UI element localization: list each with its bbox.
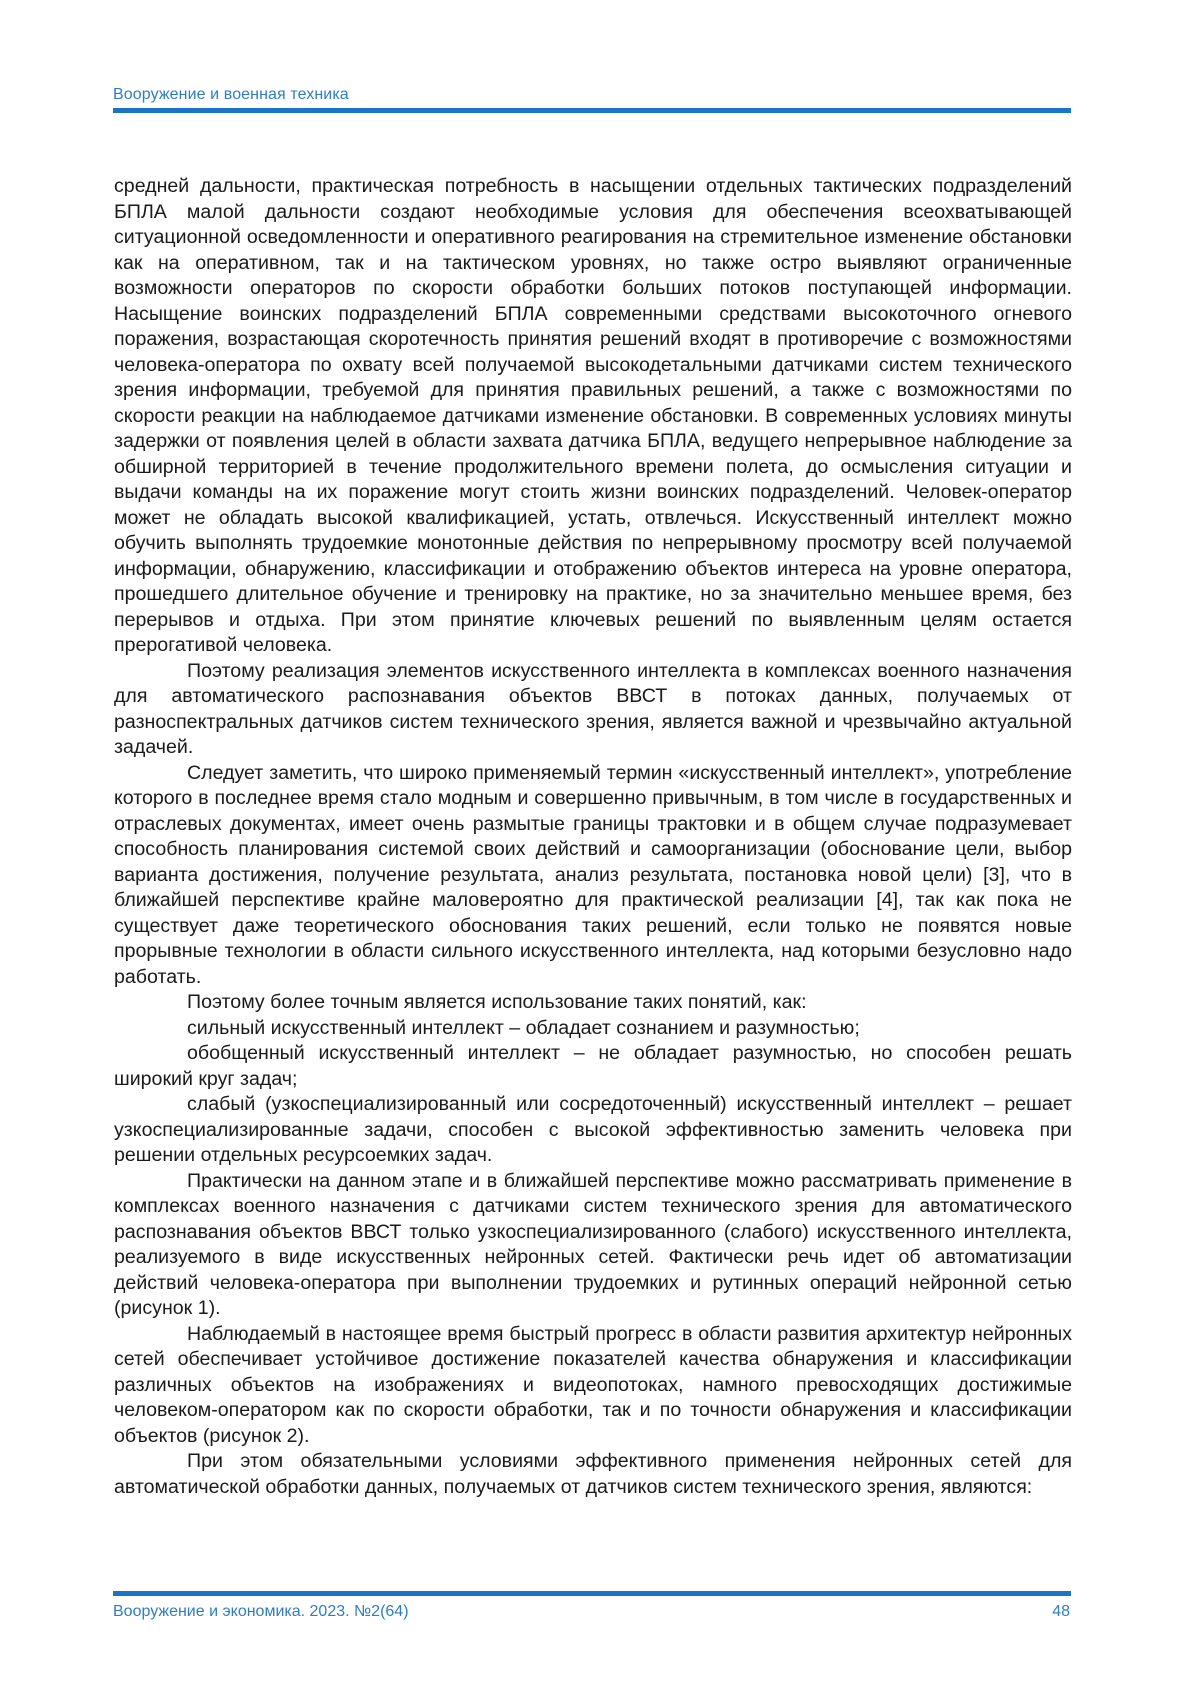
paragraph: Практически на данном этапе и в ближайшей перспективе можно рассматривать применение в комплексах военного назначения с датчиками систем технического зрения для автоматического распознавания объектов ВВСТ только узкоспециализированного (слабого) искусственного интеллекта, реализуемого в виде искусственных нейронных сетей. Фактически речь идет об автоматизации действий человека-оператора при выполнении трудоемких и рутинных операций нейронной сетью (рисунок 1). (114, 1169, 1072, 1319)
paragraph: Наблюдаемый в настоящее время быстрый прогресс в области развития архитектур нейронных сетей обеспечивает устойчивое достижение показателей качества обнаружения и классификации различных объектов на изображениях и видеопотоках, намного превосходящих достижимые человеком-оператором как по скорости обработки, так и по точности обнаружения и классификации объектов (рисунок 2). (114, 1322, 1072, 1447)
paragraph: Поэтому более точным является использование таких понятий, как: (187, 991, 807, 1013)
list-item-general-ai: обобщенный искусственный интеллект – не обладает разумностью, но способен решать широкий круг задач; (114, 1042, 1072, 1090)
journal-citation: Вооружение и экономика. 2023. №2(64) (113, 1603, 409, 1620)
paragraph: Следует заметить, что широко применяемый термин «искусственный интеллект», употребление которого в последнее время стало модным и совершенно привычным, в том числе в государственных и отраслевых документах, имеет очень размытые границы трактовки и в общем случае подразумевает способность планирования системой своих действий и самоорганизации (обоснование цели, выбор варианта достижения, получение результата, анализ результата, постановка новой цели) [3], что в ближайшей перспективе крайне маловероятно для практической реализации [4], так как пока не существует даже теоретического обоснования таких решений, если только не появятся новые прорывные технологии в области сильного искусственного интеллекта, над которыми безусловно надо работать. (114, 761, 1072, 988)
paragraph: Поэтому реализация элементов искусственного интеллекта в комплексах военного назначения для автоматического распознавания объектов ВВСТ в потоках данных, получаемых от разноспектральных датчиков систем технического зрения, является важной и чрезвычайно актуальной задачей. (114, 659, 1072, 758)
running-header-title: Вооружение и военная техника (113, 86, 349, 103)
paragraph: При этом обязательными условиями эффективного применения нейронных сетей для автоматической обработки данных, получаемых от датчиков систем технического зрения, являются: (114, 1450, 1072, 1498)
list-item-weak-ai: слабый (узкоспециализированный или сосредоточенный) искусственный интеллект – решает узкоспециализированные задачи, способен с высокой эффективностью заменить человека при решении отдельных ресурсоемких задач. (114, 1093, 1072, 1166)
list-item-strong-ai: сильный искусственный интеллект – обладает сознанием и разумностью; (187, 1016, 860, 1039)
header-divider (113, 108, 1071, 113)
footer-divider (113, 1591, 1071, 1596)
paragraph-continuation: средней дальности, практическая потребность в насыщении отдельных тактических подразделений БПЛА малой дальности создают необходимые условия для обеспечения всеохватывающей ситуационной осведомленности и оперативного реагирования на стремительное изменение обстановки как на оперативном, так и на тактическом уровнях, но также остро выявляют ограниченные возможности операторов по скорости обработки больших потоков поступающей информации. Насыщение воинских подразделений БПЛА современными средствами высокоточного огневого поражения, возрастающая скоротечность принятия решений входят в противоречие с возможностями человека-оператора по охвату всей получаемой высокодетальными датчиками систем технического зрения информации, требуемой для принятия правильных решений, а также с возможностями по скорости реакции на наблюдаемое датчиками изменение обстановки. В современных условиях минуты задержки от появления целей в области захвата датчика БПЛА, ведущего непрерывное наблюдение за обширной территорией в течение продолжительного времени полета, до осмысления ситуации и выдачи команды на их поражение могут стоить жизни воинских подразделений. Человек-оператор может не обладать высокой квалификацией, устать, отвлечься. Искусственный интеллект можно обучить выполнять трудоемкие монотонные действия по непрерывному просмотру всей получаемой информации, обнаружению, классификации и отображению объектов интереса на уровне оператора, прошедшего длительное обучение и тренировку на практике, но за значительно меньшее время, без перерывов и отдыха. При этом принятие ключевых решений по выявленным целям остается прерогативой человека. (114, 175, 1072, 656)
page-number: 48 (1052, 1603, 1070, 1620)
article-body (114, 174, 1072, 1500)
